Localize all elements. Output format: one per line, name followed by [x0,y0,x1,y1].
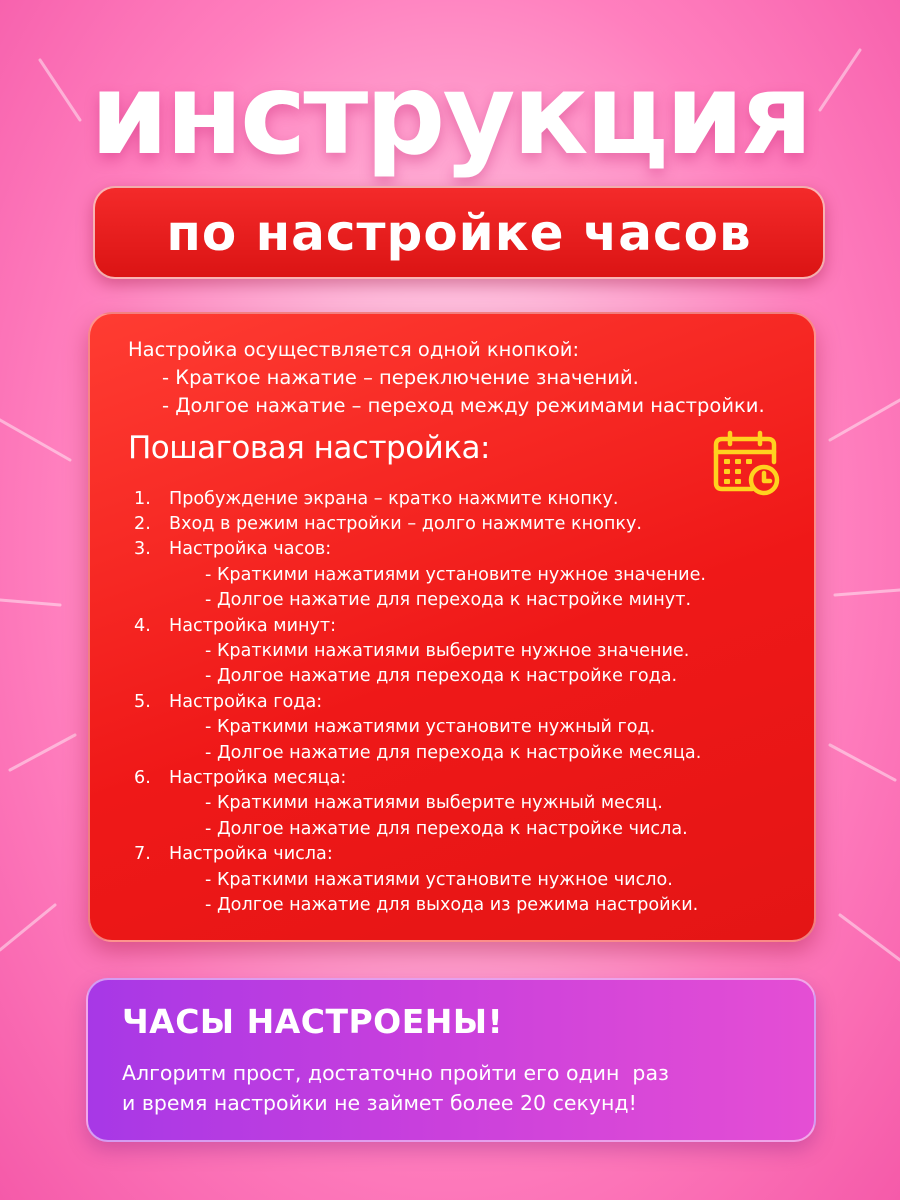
step-text: Вход в режим настройки – долго нажмите кнопку. [169,514,643,535]
step-1 [134,486,804,511]
step-4-sub-2: - Долгое нажатие для перехода к настройке года. [205,666,678,687]
step-6-sub-2: - Долгое нажатие для перехода к настройке числа. [205,818,688,839]
completion-banner [86,978,816,1142]
step-number: 5. [134,691,151,712]
step-3-sub-2: - Долгое нажатие для перехода к настройке минут. [205,590,692,611]
step-number: 1. [134,488,151,509]
step-2 [134,511,804,536]
step-6-sub-1: - Краткими нажатиями выберите нужный месяц. [205,793,663,814]
step-text: Настройка года: [169,691,323,712]
step-number: 4. [134,615,151,636]
step-6 [134,765,804,790]
completion-line: Алгоритм прост, достаточно пройти его один раз [122,1061,669,1085]
step-number: 7. [134,844,151,865]
step-7-sub-1: - Краткими нажатиями установите нужное число. [205,869,673,890]
step-text: Настройка месяца: [169,767,347,788]
steps-heading: Пошаговая настройка: [128,430,490,466]
step-7 [134,841,804,866]
step-number: 2. [134,514,151,535]
steps-list [134,486,804,918]
step-number: 3. [134,539,151,560]
step-number: 6. [134,767,151,788]
step-text: Пробуждение экрана – кратко нажмите кнопку. [169,488,619,509]
step-text: Настройка числа: [169,844,333,865]
step-5-sub-1: - Краткими нажатиями установите нужный год. [205,717,656,738]
step-3-sub-1: - Краткими нажатиями установите нужное значение. [205,564,706,585]
step-4 [134,613,804,638]
completion-text [122,1058,669,1118]
completion-line: и время настройки не займет более 20 секунд! [122,1091,637,1115]
step-3 [134,537,804,562]
step-5 [134,689,804,714]
step-5-sub-2: - Долгое нажатие для перехода к настройке месяца. [205,742,702,763]
completion-title: ЧАСЫ НАСТРОЕНЫ! [122,1002,504,1041]
instructions-panel [88,312,816,942]
subtitle-banner [93,186,825,279]
intro-line: Настройка осуществляется одной кнопкой: [128,338,580,361]
page-title: инструкция [90,50,810,180]
subtitle-text: по настройке часов [166,203,752,262]
step-7-sub-2: - Долгое нажатие для выхода из режима настройки. [205,894,699,915]
intro-block [128,336,765,420]
step-text: Настройка часов: [169,539,332,560]
step-4-sub-1: - Краткими нажатиями выберите нужное значение. [205,641,690,662]
step-text: Настройка минут: [169,615,337,636]
intro-short-press: - Краткое нажатие – переключение значений. [162,366,639,389]
intro-long-press: - Долгое нажатие – переход между режимами настройки. [162,394,765,417]
